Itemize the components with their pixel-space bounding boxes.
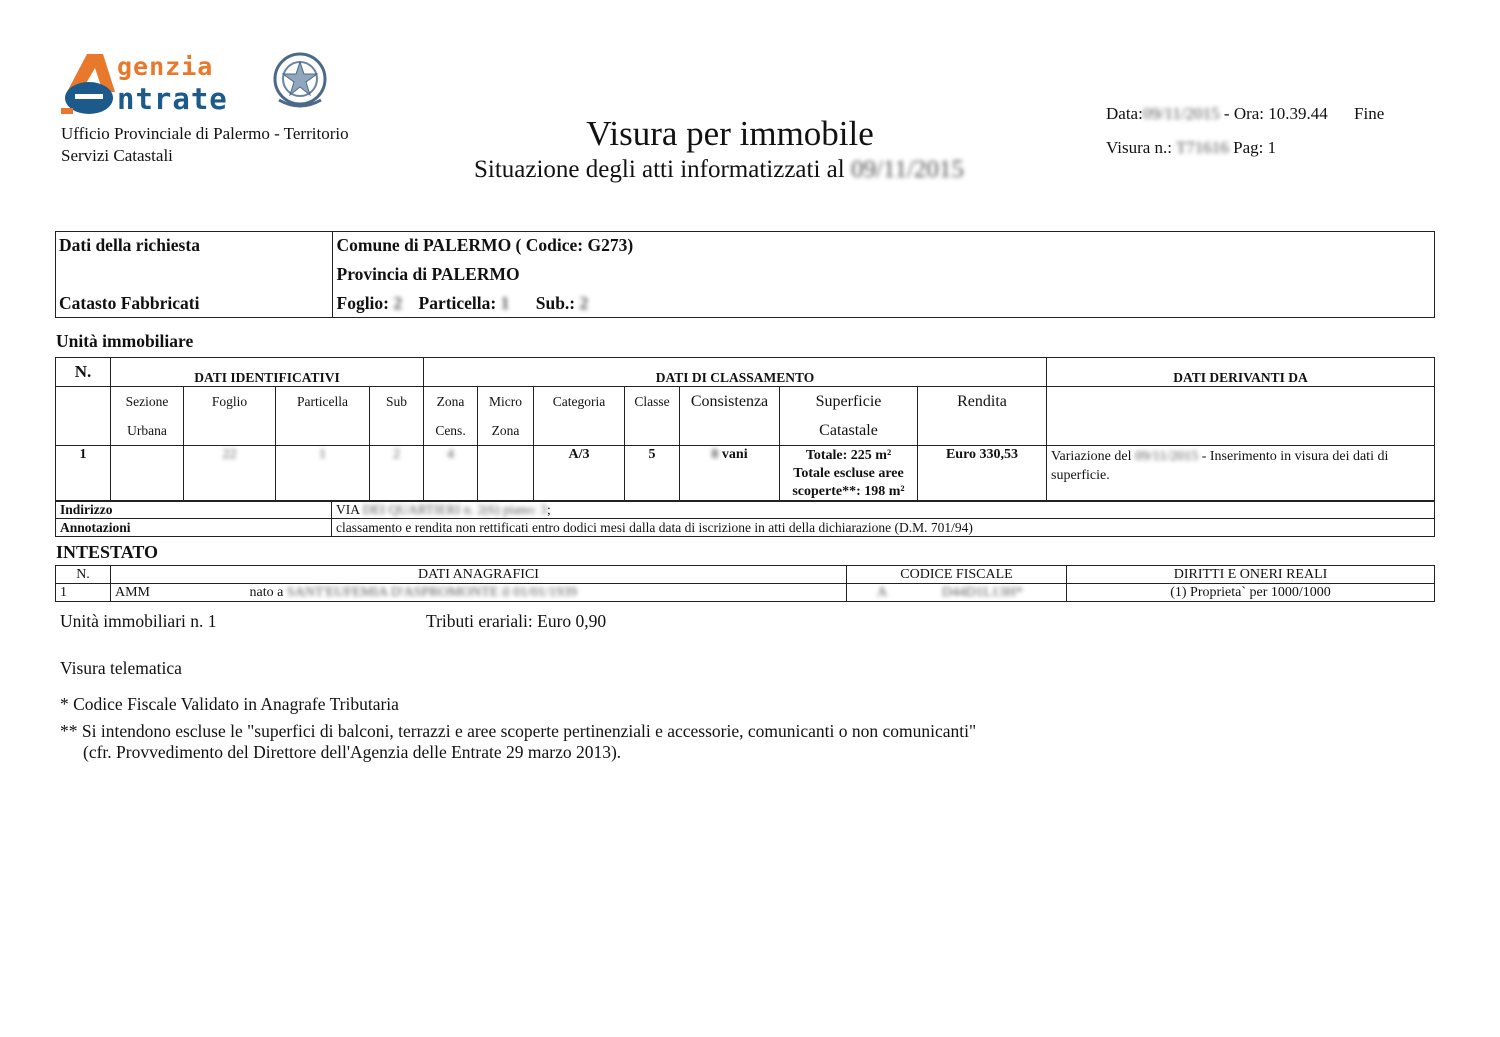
sub-label: Sub.: (535, 293, 576, 313)
owner-n: 1 (56, 584, 111, 602)
office-line-2: Servizi Catastali (61, 146, 173, 165)
particella-value: 1 (500, 293, 510, 313)
italian-republic-emblem-icon (271, 50, 329, 112)
group-header-identificativi: DATI IDENTIFICATIVI (111, 358, 424, 387)
col-header-categoria: Categoria (534, 387, 625, 446)
cell-superficie: Totale: 225 m² Totale escluse aree scoperte**: 198 m² (780, 446, 918, 502)
note-superfici-line2: (cfr. Provvedimento del Direttore dell'Agenzia delle Entrate 29 marzo 2013). (83, 742, 622, 762)
group-header-classamento: DATI DI CLASSAMENTO (424, 358, 1047, 387)
agenzia-entrate-logo (55, 46, 335, 120)
cell-classe: 5 (625, 446, 680, 502)
col-header-sezione: Sezione Urbana (111, 387, 184, 446)
cell-categoria: A/3 (534, 446, 625, 502)
data-label: Data: (1106, 104, 1143, 123)
group-header-derivanti: DATI DERIVANTI DA (1047, 358, 1435, 387)
cell-rendita: Euro 330,53 (918, 446, 1047, 502)
note-codice-fiscale: * Codice Fiscale Validato in Anagrafe Tributaria (60, 694, 399, 714)
request-references (332, 289, 1435, 318)
logo-text-agenzia: genzia (117, 52, 214, 81)
derivanti-suffix: - Inserimento in visura dei dati di superficie. (1051, 449, 1389, 483)
subtitle-prefix: Situazione degli atti informatizzati al (474, 156, 845, 183)
page-title: Visura per immobile (586, 114, 874, 153)
annotazioni-value: classamento e rendita non rettificati entro dodici mesi dalla data di iscrizione in atti della dichiarazione (D.M. 701/94) (332, 519, 1435, 537)
col-header-particella: Particella (276, 387, 370, 446)
cell-particella: 1 (276, 446, 370, 502)
col-header-foglio: Foglio (184, 387, 276, 446)
cell-sub: 2 (370, 446, 424, 502)
particella-label: Particella: (418, 293, 497, 313)
owner-header-cf: CODICE FISCALE (847, 566, 1067, 584)
logo-mark-icon (59, 50, 117, 116)
cell-zona: 4 (424, 446, 478, 502)
owner-header-diritti: DIRITTI E ONERI REALI (1067, 566, 1435, 584)
data-value: 09/11/2015 (1142, 104, 1220, 123)
visura-number: T71616 (1175, 138, 1229, 157)
cell-n: 1 (56, 446, 111, 502)
col-header-superficie: Superficie Catastale (780, 387, 918, 446)
owner-header-n: N. (56, 566, 111, 584)
subtitle-date: 09/11/2015 (850, 156, 964, 183)
owner-anagrafici (111, 584, 847, 602)
owner-table (55, 565, 1435, 602)
note-superfici (60, 721, 976, 763)
indirizzo-street: DEI QUARTIERI n. 2(6) piano: 3 (362, 501, 548, 517)
cell-sezione (111, 446, 184, 502)
tributi-erariali: Tributi erariali: Euro 0,90 (426, 611, 607, 631)
visura-label: Visura n.: (1106, 138, 1173, 157)
cell-consistenza (680, 446, 780, 502)
page-subtitle (474, 156, 1054, 184)
owner-birthplace: SANT'EUFEMIA D'ASPROMONTE il 01/01/1939 (286, 584, 577, 600)
logo-text-entrate: ntrate (117, 82, 228, 116)
foglio-value: 2 (393, 293, 403, 313)
consistenza-number: 8 (711, 447, 719, 462)
request-label: Dati della richiesta (55, 231, 332, 260)
catasto-label: Catasto Fabbricati (55, 289, 332, 318)
comune: Comune di PALERMO ( Codice: G273) (336, 235, 634, 255)
intestato-heading: INTESTATO (56, 542, 159, 562)
owner-codice-fiscale (847, 584, 1067, 602)
fine-label: Fine (1354, 104, 1385, 123)
cell-foglio: 22 (184, 446, 276, 502)
indirizzo-prefix: VIA (336, 501, 360, 517)
col-header-classe: Classe (625, 387, 680, 446)
table-row (56, 584, 1435, 602)
unit-heading: Unità immobiliare (56, 331, 194, 351)
visura-telematica: Visura telematica (60, 658, 182, 678)
cf-part-a: A (877, 584, 887, 600)
sub-value: 2 (579, 293, 589, 313)
cf-part-b: D44D1L13H* (941, 584, 1023, 600)
visura-meta (1106, 97, 1436, 165)
indirizzo-label: Indirizzo (56, 501, 332, 519)
col-header-rendita: Rendita (918, 387, 1047, 446)
col-header-sub: Sub (370, 387, 424, 446)
derivanti-prefix: Variazione del (1051, 449, 1132, 464)
cell-micro (478, 446, 534, 502)
provincia: Provincia di PALERMO (336, 264, 520, 284)
units-count: Unità immobiliari n. 1 (60, 611, 217, 631)
table-row (56, 446, 1435, 502)
col-header-micro: Micro Zona (478, 387, 534, 446)
consistenza-unit: vani (721, 447, 748, 462)
derivanti-date: 09/11/2015 (1134, 449, 1199, 464)
owner-name: AMM (115, 584, 151, 600)
indirizzo-suffix: ; (547, 501, 551, 517)
page-number: Pag: 1 (1233, 138, 1277, 157)
ora-value: - Ora: 10.39.44 (1223, 104, 1328, 123)
cell-derivanti (1047, 446, 1435, 502)
address-annotations-table (55, 500, 1435, 537)
col-header-zona: Zona Cens. (424, 387, 478, 446)
note-superfici-line1: ** Si intendono escluse le "superfici di balconi, terrazzi e aree scoperte pertinenziali e accessorie, comunicanti o non comunicanti" (60, 721, 977, 741)
indirizzo-value (332, 501, 1435, 519)
annotazioni-label: Annotazioni (56, 519, 332, 537)
owner-nato-a: nato a (249, 584, 284, 600)
owner-header-anagrafici: DATI ANAGRAFICI (111, 566, 847, 584)
owner-diritti: (1) Proprieta` per 1000/1000 (1067, 584, 1435, 602)
request-box (55, 231, 1435, 318)
col-header-n: N. (56, 358, 111, 387)
office-line-1: Ufficio Provinciale di Palermo - Territorio (61, 124, 349, 143)
units-table (55, 357, 1435, 502)
col-header-consistenza: Consistenza (680, 387, 780, 446)
foglio-label: Foglio: (336, 293, 389, 313)
